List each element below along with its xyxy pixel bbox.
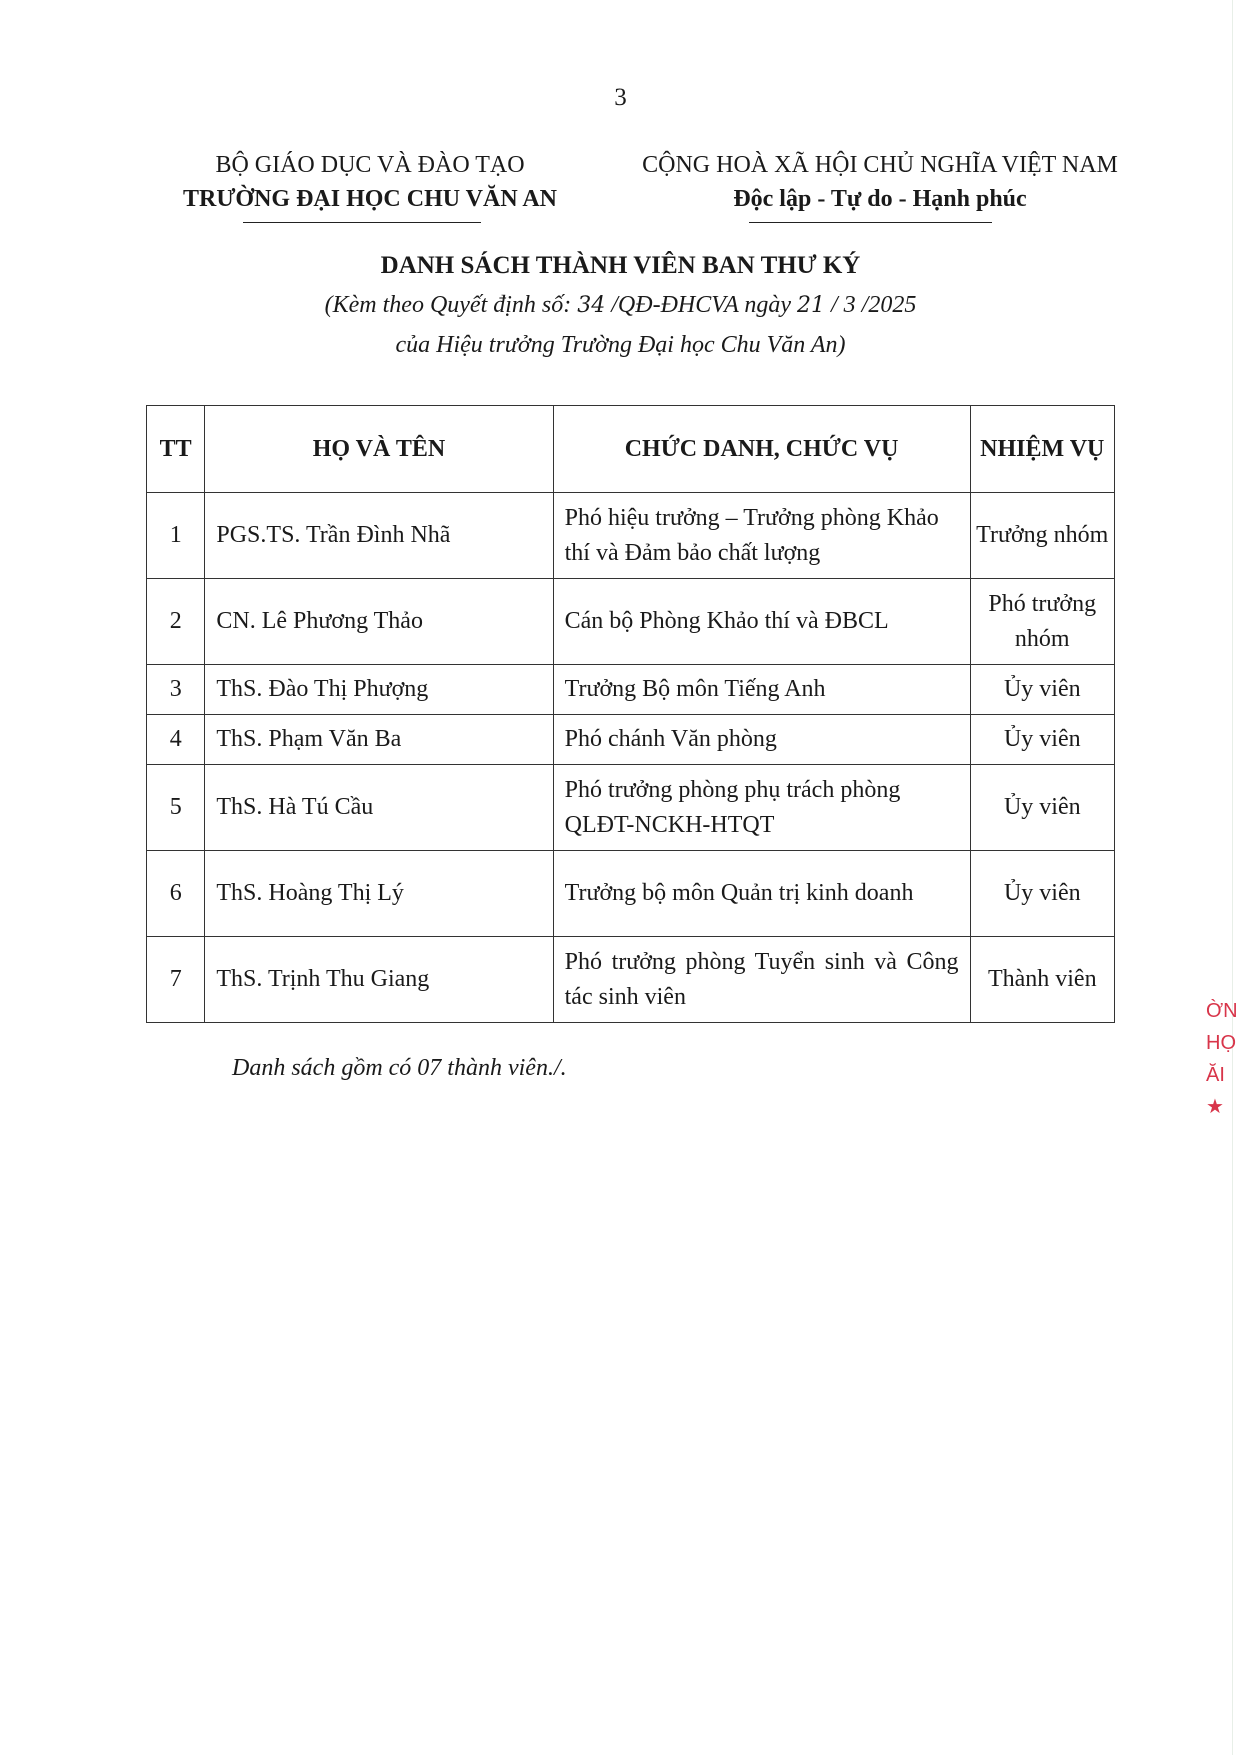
members-table — [146, 405, 1115, 1023]
seal-text-1: ỜN — [1206, 1000, 1238, 1022]
header-position: CHỨC DANH, CHỨC VỤ — [553, 406, 970, 493]
row-role: Ủy viên — [970, 715, 1114, 765]
row-role: Ủy viên — [970, 765, 1114, 851]
seal-star-icon: ★ — [1206, 1096, 1224, 1118]
row-tt: 1 — [147, 493, 205, 579]
page-number: 3 — [614, 84, 627, 111]
university-name: TRƯỜNG ĐẠI HỌC CHU VĂN AN — [182, 186, 557, 212]
row-role: Trưởng nhóm — [970, 493, 1114, 579]
table-row — [147, 665, 1115, 715]
row-tt: 5 — [147, 765, 205, 851]
row-name: ThS. Trịnh Thu Giang — [205, 937, 553, 1023]
row-name: PGS.TS. Trần Đình Nhã — [205, 493, 553, 579]
table-row — [147, 579, 1115, 665]
decision-date-rest: / 3 /2025 — [831, 292, 917, 318]
header-tt: TT — [147, 406, 205, 493]
row-position: Phó hiệu trưởng – Trưởng phòng Khảo thí và Đảm bảo chất lượng — [553, 493, 970, 579]
seal-text-3: ĂI — [1206, 1064, 1225, 1086]
row-position: Cán bộ Phòng Khảo thí và ĐBCL — [553, 579, 970, 665]
decision-issuer: của Hiệu trưởng Trường Đại học Chu Văn An) — [395, 332, 846, 358]
row-position: Phó trưởng phòng phụ trách phòng QLĐT-NCKH-HTQT — [553, 765, 970, 851]
row-name: ThS. Đào Thị Phượng — [205, 665, 553, 715]
row-position: Phó trưởng phòng Tuyển sinh và Công tác sinh viên — [553, 937, 970, 1023]
row-role: Ủy viên — [970, 851, 1114, 937]
row-name: ThS. Hoàng Thị Lý — [205, 851, 553, 937]
table-row — [147, 937, 1115, 1023]
row-position: Phó chánh Văn phòng — [553, 715, 970, 765]
row-tt: 7 — [147, 937, 205, 1023]
decision-number: 34 — [577, 293, 606, 318]
seal-text-2: HỌ — [1206, 1032, 1236, 1054]
row-tt: 4 — [147, 715, 205, 765]
red-seal-fragment — [1206, 995, 1241, 1225]
decision-day: 21 — [797, 293, 826, 318]
row-tt: 6 — [147, 851, 205, 937]
footer-note: Danh sách gồm có 07 thành viên./. — [232, 1055, 567, 1081]
country-name: CỘNG HOÀ XÃ HỘI CHỦ NGHĨA VIỆT NAM — [642, 152, 1118, 178]
row-role: Ủy viên — [970, 665, 1114, 715]
header-right-underline — [749, 222, 992, 223]
motto: Độc lập - Tự do - Hạnh phúc — [733, 186, 1027, 212]
header-role: NHIỆM VỤ — [970, 406, 1114, 493]
row-position: Trưởng Bộ môn Tiếng Anh — [553, 665, 970, 715]
header-name: HỌ VÀ TÊN — [205, 406, 553, 493]
row-name: CN. Lê Phương Thảo — [205, 579, 553, 665]
header-left — [150, 148, 590, 216]
row-tt: 3 — [147, 665, 205, 715]
table-row — [147, 851, 1115, 937]
header-left-underline — [243, 222, 481, 223]
table-row — [147, 765, 1115, 851]
table-row — [147, 493, 1115, 579]
row-role: Phó trưởng nhóm — [970, 579, 1114, 665]
decision-mid: /QĐ-ĐHCVA ngày — [611, 292, 792, 318]
row-name: ThS. Phạm Văn Ba — [205, 715, 553, 765]
decision-prefix: (Kèm theo Quyết định số: — [324, 292, 572, 318]
row-name: ThS. Hà Tú Cầu — [205, 765, 553, 851]
header-right — [600, 148, 1160, 216]
table-header-row — [147, 406, 1115, 493]
row-position: Trưởng bộ môn Quản trị kinh doanh — [553, 851, 970, 937]
ministry-name: BỘ GIÁO DỤC VÀ ĐÀO TẠO — [215, 152, 525, 178]
document-title: DANH SÁCH THÀNH VIÊN BAN THƯ KÝ — [380, 252, 861, 279]
table-row — [147, 715, 1115, 765]
decision-reference — [0, 292, 1241, 319]
row-role: Thành viên — [970, 937, 1114, 1023]
row-tt: 2 — [147, 579, 205, 665]
